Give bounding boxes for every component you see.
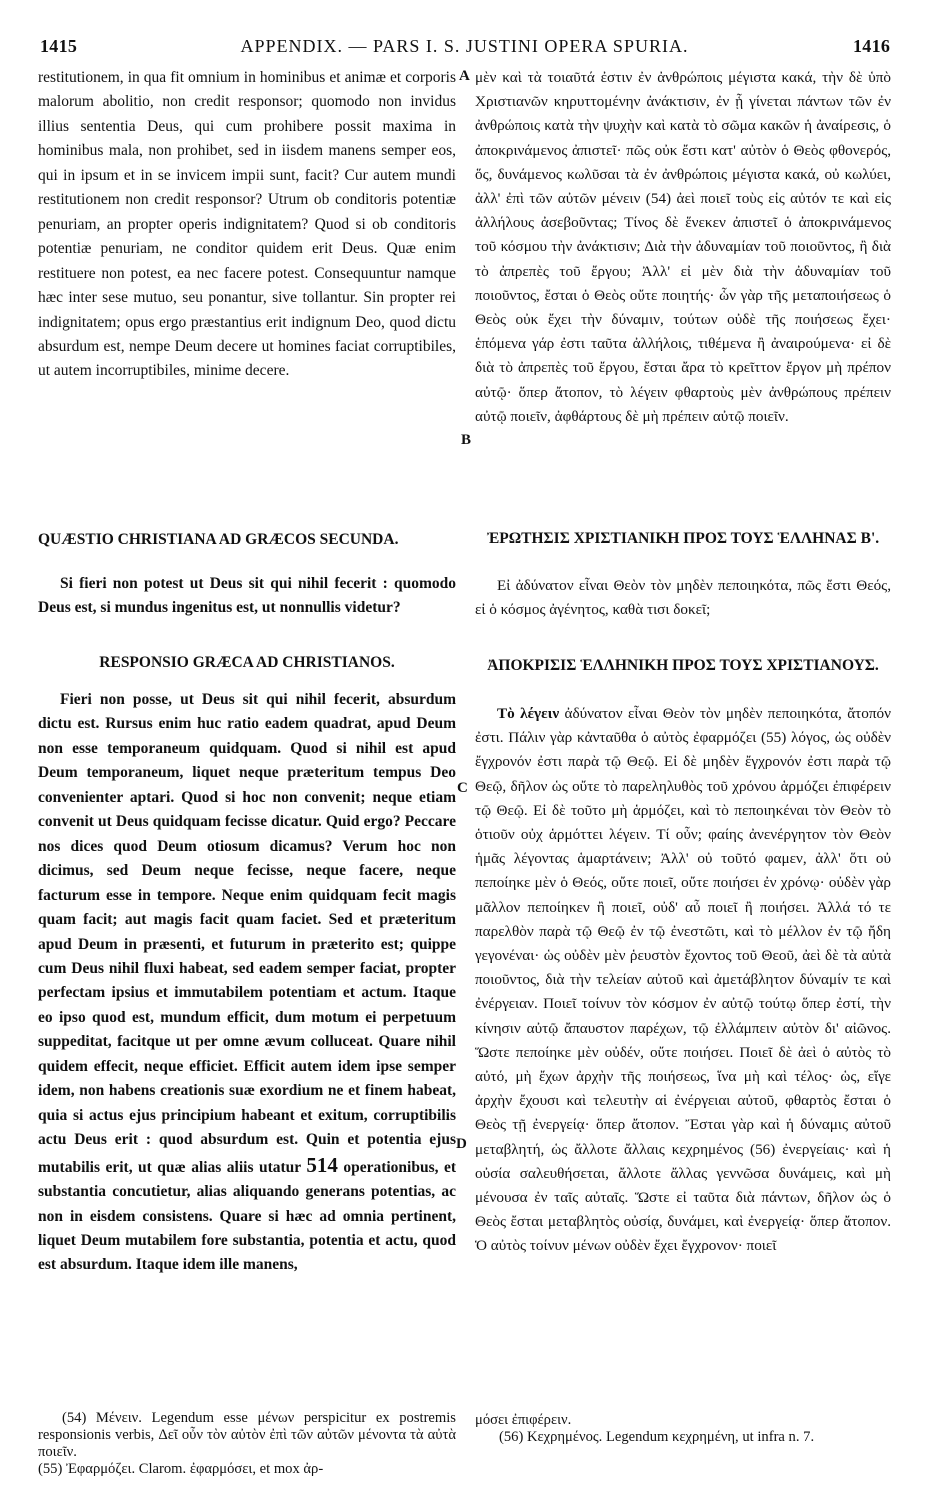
latin-response-heading: RESPONSIO GRÆCA AD CHRISTIANOS. [99, 654, 395, 671]
greek-response-heading-block [475, 655, 891, 676]
latin-continuation-block [38, 66, 456, 384]
latin-question-body [38, 572, 456, 621]
latin-response-text [38, 688, 456, 1278]
latin-response-part2: operationibus, et substantia concutietur, alias aliquando generans potentias, ac non in eisdem consistens. Quare si hæc ad omnia pertinent, liquet Deum mutabilem fore substantia, potentia et actu, quod est absurdum. Itaque idem ille manens, [38, 1158, 457, 1274]
page-number-left: 1415 [40, 36, 78, 56]
section-marker-d: D [456, 1136, 467, 1152]
greek-question-heading-block [475, 528, 891, 549]
latin-question-text: Si fieri non potest ut Deus sit qui nihil fecerit : quomodo Deus est, si mundus ingenitus est, ut nonnullis videtur? [38, 575, 456, 617]
greek-question-text: Εἰ ἀδύνατον εἶναι Θεὸν τὸν μηδὲν πεποιηκότα, πῶς ἔστι Θεός, εἰ ὁ κόσμος ἀγένητος, καθὰ τισι δοκεῖ; [475, 577, 891, 619]
section-marker-b: B [461, 432, 472, 448]
greek-continuation-block [475, 66, 891, 429]
column-number: 514 [306, 1152, 338, 1177]
latin-response-block [38, 688, 456, 1278]
footnote-54: (54) Μένειν. Legendum esse μένων perspicitur ex postremis responsionis verbis, Δεῖ οὖν τὸν αὐτὸν ἐπὶ τῶν αὐτῶν μένοντα τὰ αὐτὰ ποιεῖν. [38, 1410, 456, 1460]
greek-question-block [475, 574, 891, 622]
footnotes-right [475, 1412, 891, 1446]
greek-response-block [475, 702, 891, 1259]
section-marker-a: A [459, 68, 470, 84]
greek-continuation-text: μὲν καὶ τὰ τοιαῦτά ἐστιν ἐν ἀνθρώποις μέγιστα κακά, τὴν δὲ ὑπὸ Χριστιανῶν κηρυττομένην ἀνάκτισιν, ἐν ᾗ γίνεται πάντων τῶν ἐν ἀνθρώποις κατὰ τὴν ψυχὴν καὶ κατὰ τὸ σῶμα κακῶν ἡ ἀναίρεσις, ὁ ἀποκρινάμενος ἀπιστεῖ· πῶς οὐκ ἔστι κατ' αὐτὸν ὁ Θεὸς φθονερός, ὅς, δυνάμενος κωλῦσαι τὰ ἐν ἀνθρώποις μέγιστα κακά, οὐ κωλύει, ἀλλ' ἐπὶ τῶν αὐτῶν μένειν (54) ἀεὶ ποιεῖ τοὺς εἰς αὐτόν τε καὶ εἰς ἀλλήλους ἀσεβοῦντας; Τίνος δὲ ἕνεκεν ἀπιστεῖ ὁ ἀποκρινάμενος τοῦ κόσμου τὴν ἀνάκτισιν; Διὰ τὴν ἀδυναμίαν τοῦ ποιοῦντος, ἢ διὰ τὸ ἀπρεπὲς τοῦ ἔργου; Ἀλλ' εἰ μὲν διὰ τὴν ἀδυναμίαν τοῦ ποιοῦντος, ἔσται ὁ Θεὸς οὔτε ποιητής· ὧν γὰρ τῆς μεταποιήσεως ὁ Θεὸς οὐκ ἔχει τὴν δύναμιν, τούτων οὐδὲ τῆς ποιήσεως ἔχει· ἑπόμενα γάρ ἐστι ταῦτα ἀλλήλοις, τιθέμενα ἢ ἀναιρούμενα· εἰ δὲ διὰ τὸ ἀπρεπὲς τοῦ ἔργου, ἔσται ἄρα τὸ κρεῖττον ἔργον μὴ πρέπον αὐτῷ· ὅπερ ἄτοπον, τὸ λέγειν φθαρτοὺς μὲν ἀνθρώπους πρέπειν αὐτῷ ποιεῖν, ἀφθάρτους δὲ μὴ πρέπειν αὐτῷ ποιεῖν. [475, 69, 891, 425]
latin-question-heading: QUÆSTIO CHRISTIANA AD GRÆCOS SECUNDA. [38, 531, 399, 548]
greek-response-paragraph [475, 702, 891, 1259]
footnote-55: (55) Ἐφαρμόζει. Clarom. ἐφαρμόσει, et mox ἀρ- [38, 1461, 324, 1477]
greek-response-opening: Τὸ λέγειν [497, 705, 560, 722]
page-number-right: 1416 [853, 36, 891, 56]
greek-response-text: ἀδύνατον εἶναι Θεὸν τὸν μηδὲν πεποιηκότα, ἄτοπόν ἐστι. Πάλιν γὰρ κἀνταῦθα ὁ αὐτὸς ἐφαρμόζει (55) λόγος, ὡς οὐδὲν ἔγχρονόν ἐστι παρὰ τῷ Θεῷ. Εἰ δὲ μηδὲν ἔγχρονόν ἐστι παρὰ τῷ Θεῷ, δῆλον ὡς οὔτε τὸ παρεληλυθὸς τοῦ χρόνου ἁρμόζει ἐπιφέρειν τῷ Θεῷ. Εἰ δὲ τοῦτο μὴ ἁρμόζει, καὶ τὸ πεποιηκέναι τὸν Θεὸν τὸ ὁτιοῦν οὐχ ἁρμόττει λέγειν. Τί οὖν; φαίης ἀνενέργητον τὸν Θεὸν ἡμᾶς λέγοντας ἁμαρτάνειν; Ἀλλ' οὐ τοῦτό φαμεν, ἀλλ' ὅτι οὐ πεποίηκε μὲν ὁ Θεός, οὔτε ποιεῖ, οὔτε ποιήσει ἐν χρόνῳ· οὐδὲν γὰρ μᾶλλον πεποίηκεν ἢ ποιεῖ, οὐδ' αὖ ποιεῖ ἢ ποιήσει. Ἀλλά τό τε παρελθὸν παρὰ τῷ Θεῷ ἐν τῷ ἐνεστῶτι, καὶ τὸ μέλλον ἐν τῷ ἤδη γεγονέναι· ὡς οὐδὲν μὲν ῥευστὸν ἔχοντος τοῦ Θεοῦ, ἀεὶ δὲ τὰ αὐτὰ ποιοῦντος, διὰ τὴν τελείαν αὐτοῦ καὶ ἀμετάβλητον δύναμίν τε καὶ ἐνέργειαν. Ποιεῖ τοίνυν τὸν κόσμον ἐν αὐτῷ τούτῳ ὅπερ ἐστί, τὴν κίνησιν αὐτῷ ἄπαυστον παρέχων, τῷ ἐλλάμπειν αὐτὸν δι' αἰῶνος. Ὥστε πεποίηκε μὲν οὐδέν, οὔτε ποιήσει. Ποιεῖ δὲ ἀεὶ ὁ αὐτὸς τὸ αὐτό, μὴ ἔχων ἀρχὴν τῆς ποιήσεως, ἵνα μὴ καὶ τέλος· ὡς, εἴγε ἀρχὴν ἔχουσι καὶ τελευτὴν αἱ ἐνέργειαι αὐτοῦ, φθαρτὸς ἔσται ὁ Θεὸς τῇ ἐνεργείᾳ· ὅπερ ἄτοπον. Ἔσται γὰρ καὶ ἡ δύναμις αὐτοῦ μεταβλητή, ὡς ἄλλοτε ἄλλαις κεχρημένος (56) ἐνεργείαις· καὶ ἡ οὐσία σαλευθήσεται, ἄλλοτε ἄλλας γεννῶσα δυνάμεις, καὶ μὴ μένουσα ἐν ταῖς αὐταῖς. Ὥστε εἰ ταῦτα διὰ πάντων, δῆλον ὡς ὁ Θεὸς ἔσται μεταβλητὸς οὐσίᾳ, δυνάμει, καὶ ἐνεργείᾳ· ὅπερ ἄτοπον. Ὁ αὐτὸς τοίνυν μένων οὐδὲν ἔχει ἔγχρονον· ποιεῖ [475, 705, 892, 1255]
greek-response-heading: ἈΠΟΚΡΙΣΙΣ ἙΛΛΗΝΙΚΗ ΠΡΟΣ ΤΟΥΣ ΧΡΙΣΤΙΑΝΟΥΣ. [487, 657, 879, 674]
latin-response-heading-block [38, 652, 456, 673]
footnote-55-continuation: μόσει ἐπιφέρειν. [475, 1412, 572, 1428]
greek-question-heading: ἘΡΩΤΗΣΙΣ ΧΡΙΣΤΙΑΝΙΚΗ ΠΡΟΣ ΤΟΥΣ ἙΛΛΗΝΑΣ Β'. [486, 530, 880, 547]
footnotes-left [38, 1410, 456, 1478]
footnote-56: (56) Κεχρημένος. Legendum κεχρημένη, ut infra n. 7. [499, 1429, 815, 1445]
latin-response-part1: Fieri non posse, ut Deus sit qui nihil fecerit, absurdum dictu est. Rursus enim huc ratio eadem quadrat, apud Deum non esse temporaneum quidquam. Quod si nihil est apud Deum temporaneum, liquet neque præteritum tempus Deo convenienter aptari. Quod si hoc non convenit; neque etiam convenit ut Deus quidquam fecisse dicatur. Quid ergo? Peccare nos dices quod Deum otiosum dicamus? Verum hoc non dicimus, sed Deum neque fecisse, neque facere, neque facturum esse in tempore. Neque enim quidquam fecit magis quam facit; aut magis facit quam faciet. Sed et præteritum apud Deum in præsenti, et futurum in præterito est; quippe cum Deus nihil fluxi habeat, sed eadem semper faciat, propter perfectam ipsius et immutabilem potentiam et actum. Itaque eo ipso quod est, mundum efficit, dum motum ei perpetuum suppeditat, facitque ut per omne ævum colluceat. Quare nihil quidem effecit, neque efficiet. Efficit autem idem ipse semper idem, non habens creationis suæ exordium ne et finem habeat, quia si actus ejus principium habeant et exitum, corruptibilis actu Deus erit : quod absurdum est. Quin et potentia ejus mutabilis erit, ut quæ alias aliis utatur [38, 691, 456, 1176]
running-title: APPENDIX. — PARS I. S. JUSTINI OPERA SPURIA. [240, 36, 689, 56]
latin-question-block [38, 529, 456, 550]
latin-continuation-text: restitutionem, in qua fit omnium in hominibus et animæ et corporis malorum abolitio, non credit responsor; quomodo non invidus illius sententia Deus, qui cum prohibere possit maxima in hominibus mala, non prohibet, sed in iisdem manens semper eos, qui in ipsum et in se invicem impii sunt, facit? Cur autem mundi restitutionem non credit responsor? Utrum ob conditoris potentiæ penuriam, an propter operis indignitatem? Quod si ob conditoris potentiæ penuriam, ne conditor quidem erit Deus. Quæ enim restituere non potest, ea nec facere potest. Consequuntur namque hæc inter sese mutuo, seu ponantur, sive tollantur. Sin propter rei indignitatem; opus ergo præstantius erit indignum Deo, quod dictu absurdum est, nempe Deum decere ut homines faciat corruptibiles, ut autem incorruptibiles, minime decere. [38, 69, 456, 380]
section-marker-c: C [457, 780, 468, 796]
